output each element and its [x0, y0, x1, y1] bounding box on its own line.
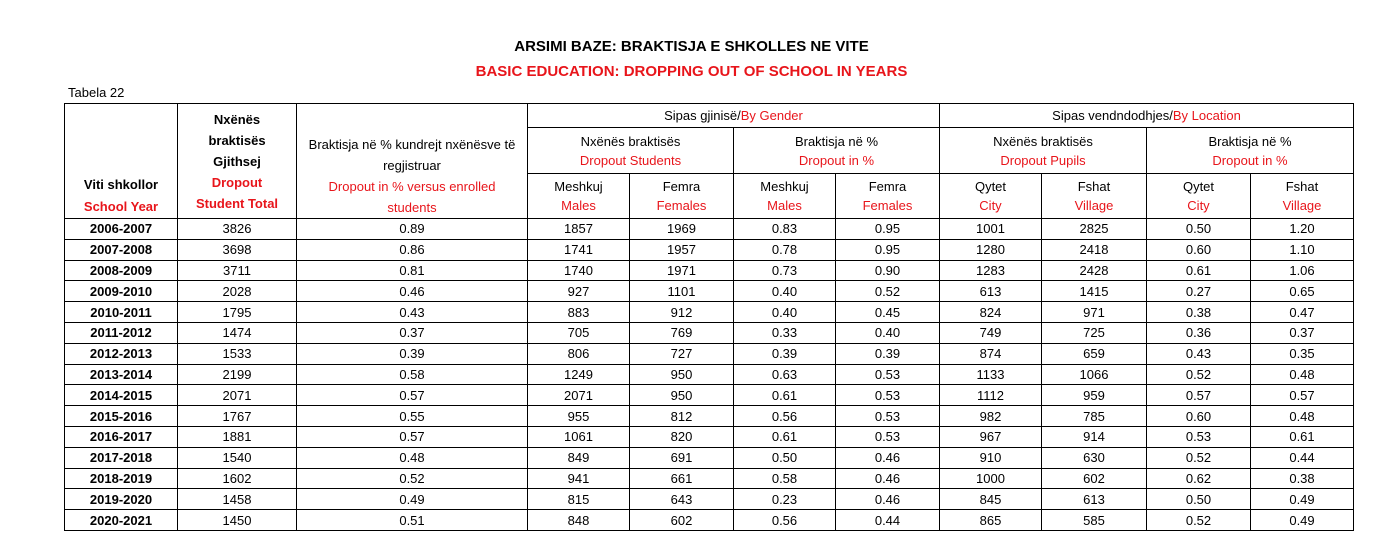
cell-village-count: 2418	[1042, 239, 1147, 260]
cell-village-count: 630	[1042, 447, 1147, 468]
cell-females-percent: 0.46	[836, 468, 940, 489]
cell-males-count: 1857	[528, 219, 630, 240]
header-males-count	[528, 174, 630, 219]
header-gender-students	[528, 128, 734, 174]
table-row	[65, 260, 1354, 281]
cell-village-percent: 1.10	[1251, 239, 1354, 260]
cell-village-count: 613	[1042, 489, 1147, 510]
table-row	[65, 219, 1354, 240]
cell-females-count: 912	[630, 302, 734, 323]
cell-dropout-percent: 0.43	[297, 302, 528, 323]
cell-females-count: 691	[630, 447, 734, 468]
cell-city-count: 1001	[940, 219, 1042, 240]
header-by-location	[940, 104, 1354, 128]
cell-village-percent: 0.49	[1251, 510, 1354, 531]
header-location-pupils	[940, 128, 1147, 174]
cell-dropout-percent: 0.86	[297, 239, 528, 260]
header-pct-en-2: students	[387, 200, 437, 215]
cell-females-count: 661	[630, 468, 734, 489]
header-year-sq: Viti shkollor	[83, 177, 159, 192]
cell-village-percent: 0.38	[1251, 468, 1354, 489]
header-female-pct-en: Females	[862, 198, 913, 214]
cell-city-percent: 0.60	[1147, 406, 1251, 427]
header-total-en-2: Student Total	[195, 195, 279, 211]
cell-city-count: 982	[940, 406, 1042, 427]
table-row	[65, 510, 1354, 531]
cell-dropout-percent: 0.52	[297, 468, 528, 489]
cell-dropout-percent: 0.57	[297, 426, 528, 447]
cell-males-percent: 0.23	[734, 489, 836, 510]
cell-dropout-total: 1540	[178, 447, 297, 468]
header-dropout-percent	[297, 104, 528, 219]
cell-city-percent: 0.50	[1147, 489, 1251, 510]
cell-school-year: 2009-2010	[65, 281, 178, 302]
cell-females-count: 1101	[630, 281, 734, 302]
header-gender-sq: Sipas gjinisë/	[664, 108, 741, 124]
cell-females-percent: 0.53	[836, 364, 940, 385]
cell-females-count: 950	[630, 385, 734, 406]
table-row	[65, 364, 1354, 385]
page-title: ARSIMI BAZE: BRAKTISJA E SHKOLLES NE VITE	[514, 38, 869, 55]
header-total-en-1: Dropout	[211, 174, 263, 190]
header-city-en: City	[979, 198, 1002, 214]
table-row	[65, 343, 1354, 364]
cell-dropout-total: 1474	[178, 322, 297, 343]
cell-females-count: 950	[630, 364, 734, 385]
header-city-sq: Qytet	[974, 179, 1007, 195]
cell-males-count: 955	[528, 406, 630, 427]
header-village-count	[1042, 174, 1147, 219]
cell-village-percent: 0.47	[1251, 302, 1354, 323]
cell-city-percent: 0.50	[1147, 219, 1251, 240]
cell-males-percent: 0.58	[734, 468, 836, 489]
cell-school-year: 2016-2017	[65, 426, 178, 447]
cell-school-year: 2012-2013	[65, 343, 178, 364]
cell-males-percent: 0.61	[734, 385, 836, 406]
table-row	[65, 489, 1354, 510]
cell-dropout-total: 3711	[178, 260, 297, 281]
cell-males-count: 1249	[528, 364, 630, 385]
cell-village-count: 725	[1042, 322, 1147, 343]
cell-village-count: 959	[1042, 385, 1147, 406]
cell-village-percent: 1.20	[1251, 219, 1354, 240]
cell-females-count: 727	[630, 343, 734, 364]
cell-city-percent: 0.62	[1147, 468, 1251, 489]
header-male-pct-sq: Meshkuj	[760, 179, 809, 195]
cell-school-year: 2010-2011	[65, 302, 178, 323]
cell-city-percent: 0.53	[1147, 426, 1251, 447]
cell-city-percent: 0.57	[1147, 385, 1251, 406]
cell-village-percent: 1.06	[1251, 260, 1354, 281]
cell-females-count: 1971	[630, 260, 734, 281]
cell-city-count: 824	[940, 302, 1042, 323]
header-gender-en: By Gender	[740, 108, 803, 124]
header-females-count	[630, 174, 734, 219]
cell-city-percent: 0.52	[1147, 364, 1251, 385]
header-gender-pct-sq: Braktisja në %	[794, 133, 879, 149]
table-row	[65, 302, 1354, 323]
cell-dropout-percent: 0.39	[297, 343, 528, 364]
cell-village-percent: 0.48	[1251, 364, 1354, 385]
cell-dropout-total: 2028	[178, 281, 297, 302]
cell-village-percent: 0.37	[1251, 322, 1354, 343]
cell-city-percent: 0.36	[1147, 322, 1251, 343]
cell-village-percent: 0.49	[1251, 489, 1354, 510]
header-gender-percent	[734, 128, 940, 174]
cell-males-count: 815	[528, 489, 630, 510]
header-pct-sq-1: Braktisja në % kundrejt nxënësve të	[308, 137, 516, 152]
table-row	[65, 447, 1354, 468]
cell-dropout-total: 1767	[178, 406, 297, 427]
cell-males-count: 1741	[528, 239, 630, 260]
cell-village-count: 1415	[1042, 281, 1147, 302]
cell-school-year: 2006-2007	[65, 219, 178, 240]
cell-city-count: 1133	[940, 364, 1042, 385]
cell-dropout-total: 1458	[178, 489, 297, 510]
cell-village-percent: 0.65	[1251, 281, 1354, 302]
table-body	[65, 219, 1354, 531]
cell-village-count: 914	[1042, 426, 1147, 447]
dropout-table	[64, 103, 1354, 531]
cell-females-percent: 0.40	[836, 322, 940, 343]
cell-dropout-total: 2199	[178, 364, 297, 385]
cell-males-percent: 0.40	[734, 302, 836, 323]
cell-village-percent: 0.48	[1251, 406, 1354, 427]
cell-females-count: 769	[630, 322, 734, 343]
header-total-sq-3: Gjithsej	[213, 153, 261, 169]
header-total-sq-2: braktisës	[208, 132, 266, 148]
header-location-pct-en: Dropout in %	[1212, 152, 1288, 168]
header-year-en: School Year	[83, 199, 159, 214]
cell-city-count: 1280	[940, 239, 1042, 260]
cell-village-count: 785	[1042, 406, 1147, 427]
cell-school-year: 2019-2020	[65, 489, 178, 510]
cell-school-year: 2017-2018	[65, 447, 178, 468]
header-location-en: By Location	[1172, 108, 1241, 124]
header-males-pct	[734, 174, 836, 219]
cell-village-count: 602	[1042, 468, 1147, 489]
cell-village-count: 2825	[1042, 219, 1147, 240]
cell-school-year: 2011-2012	[65, 322, 178, 343]
cell-city-count: 845	[940, 489, 1042, 510]
cell-city-percent: 0.43	[1147, 343, 1251, 364]
cell-females-percent: 0.53	[836, 385, 940, 406]
header-city-pct-en: City	[1187, 198, 1210, 214]
cell-school-year: 2007-2008	[65, 239, 178, 260]
cell-city-percent: 0.52	[1147, 447, 1251, 468]
cell-school-year: 2020-2021	[65, 510, 178, 531]
cell-village-count: 2428	[1042, 260, 1147, 281]
cell-city-percent: 0.52	[1147, 510, 1251, 531]
cell-dropout-percent: 0.81	[297, 260, 528, 281]
cell-city-percent: 0.38	[1147, 302, 1251, 323]
cell-village-count: 659	[1042, 343, 1147, 364]
table-row	[65, 385, 1354, 406]
header-female-sq: Femra	[662, 179, 701, 195]
cell-females-count: 643	[630, 489, 734, 510]
cell-males-count: 883	[528, 302, 630, 323]
header-female-en: Females	[656, 198, 707, 214]
cell-city-count: 1112	[940, 385, 1042, 406]
cell-village-percent: 0.57	[1251, 385, 1354, 406]
cell-city-count: 1000	[940, 468, 1042, 489]
cell-males-count: 806	[528, 343, 630, 364]
cell-females-percent: 0.95	[836, 239, 940, 260]
cell-dropout-percent: 0.51	[297, 510, 528, 531]
header-gender-pct-en: Dropout in %	[798, 152, 875, 168]
table-row	[65, 426, 1354, 447]
cell-females-percent: 0.44	[836, 510, 940, 531]
cell-city-percent: 0.27	[1147, 281, 1251, 302]
table-row	[65, 322, 1354, 343]
header-pupils-sq: Nxënës braktisës	[993, 133, 1093, 149]
cell-dropout-percent: 0.37	[297, 322, 528, 343]
cell-females-percent: 0.95	[836, 219, 940, 240]
cell-females-percent: 0.90	[836, 260, 940, 281]
cell-males-percent: 0.56	[734, 406, 836, 427]
cell-dropout-percent: 0.57	[297, 385, 528, 406]
header-pct-sq-2: regjistruar	[383, 158, 441, 173]
header-village-en: Village	[1074, 198, 1114, 214]
header-location-percent	[1147, 128, 1354, 174]
cell-dropout-percent: 0.89	[297, 219, 528, 240]
header-females-pct	[836, 174, 940, 219]
header-city-pct-sq: Qytet	[1182, 179, 1215, 195]
cell-females-count: 820	[630, 426, 734, 447]
cell-females-count: 812	[630, 406, 734, 427]
cell-school-year: 2015-2016	[65, 406, 178, 427]
cell-city-count: 910	[940, 447, 1042, 468]
cell-dropout-total: 1795	[178, 302, 297, 323]
cell-males-count: 927	[528, 281, 630, 302]
cell-dropout-total: 1881	[178, 426, 297, 447]
cell-males-percent: 0.73	[734, 260, 836, 281]
header-village-sq: Fshat	[1077, 179, 1111, 195]
header-city-count	[940, 174, 1042, 219]
header-village-pct	[1251, 174, 1354, 219]
cell-school-year: 2013-2014	[65, 364, 178, 385]
header-students-en: Dropout Students	[579, 152, 682, 168]
cell-school-year: 2018-2019	[65, 468, 178, 489]
header-dropout-total	[178, 104, 297, 219]
cell-dropout-percent: 0.49	[297, 489, 528, 510]
cell-school-year: 2014-2015	[65, 385, 178, 406]
cell-males-percent: 0.83	[734, 219, 836, 240]
cell-females-percent: 0.53	[836, 406, 940, 427]
cell-males-count: 941	[528, 468, 630, 489]
cell-females-percent: 0.52	[836, 281, 940, 302]
cell-city-count: 749	[940, 322, 1042, 343]
cell-males-count: 849	[528, 447, 630, 468]
header-total-sq-1: Nxënës	[213, 111, 261, 127]
cell-males-percent: 0.63	[734, 364, 836, 385]
header-pct-en-1: Dropout in % versus enrolled	[328, 179, 496, 194]
cell-females-percent: 0.46	[836, 447, 940, 468]
header-city-pct	[1147, 174, 1251, 219]
table-row	[65, 406, 1354, 427]
cell-city-percent: 0.61	[1147, 260, 1251, 281]
cell-males-count: 2071	[528, 385, 630, 406]
cell-city-count: 967	[940, 426, 1042, 447]
table-row	[65, 468, 1354, 489]
cell-males-count: 848	[528, 510, 630, 531]
page-subtitle: BASIC EDUCATION: DROPPING OUT OF SCHOOL IN YEARS	[475, 63, 908, 80]
table-row	[65, 239, 1354, 260]
header-female-pct-sq: Femra	[868, 179, 907, 195]
header-male-pct-en: Males	[767, 198, 802, 214]
cell-city-count: 613	[940, 281, 1042, 302]
cell-city-percent: 0.60	[1147, 239, 1251, 260]
header-students-sq: Nxënës braktisës	[580, 133, 681, 149]
cell-females-percent: 0.53	[836, 426, 940, 447]
cell-males-percent: 0.61	[734, 426, 836, 447]
cell-village-percent: 0.61	[1251, 426, 1354, 447]
cell-city-count: 1283	[940, 260, 1042, 281]
header-location-pct-sq: Braktisja në %	[1208, 133, 1292, 149]
cell-males-percent: 0.39	[734, 343, 836, 364]
cell-dropout-percent: 0.46	[297, 281, 528, 302]
header-village-pct-sq: Fshat	[1285, 179, 1319, 195]
cell-males-count: 1740	[528, 260, 630, 281]
header-male-sq: Meshkuj	[554, 179, 603, 195]
cell-dropout-total: 2071	[178, 385, 297, 406]
cell-males-percent: 0.33	[734, 322, 836, 343]
cell-males-count: 1061	[528, 426, 630, 447]
cell-males-percent: 0.78	[734, 239, 836, 260]
cell-females-count: 602	[630, 510, 734, 531]
cell-city-count: 865	[940, 510, 1042, 531]
cell-village-count: 1066	[1042, 364, 1147, 385]
cell-females-count: 1969	[630, 219, 734, 240]
header-by-gender	[528, 104, 940, 128]
header-male-en: Males	[561, 198, 596, 214]
cell-dropout-total: 1602	[178, 468, 297, 489]
cell-males-percent: 0.40	[734, 281, 836, 302]
cell-males-percent: 0.50	[734, 447, 836, 468]
cell-females-percent: 0.45	[836, 302, 940, 323]
header-school-year	[65, 104, 178, 219]
cell-dropout-total: 3826	[178, 219, 297, 240]
cell-males-count: 705	[528, 322, 630, 343]
header-location-sq: Sipas vendndodhjes/	[1052, 108, 1173, 124]
cell-males-percent: 0.56	[734, 510, 836, 531]
cell-village-count: 585	[1042, 510, 1147, 531]
cell-females-percent: 0.39	[836, 343, 940, 364]
cell-dropout-percent: 0.48	[297, 447, 528, 468]
cell-village-percent: 0.35	[1251, 343, 1354, 364]
cell-village-count: 971	[1042, 302, 1147, 323]
cell-dropout-total: 3698	[178, 239, 297, 260]
header-pupils-en: Dropout Pupils	[1000, 152, 1086, 168]
table-label: Tabela 22	[68, 85, 125, 100]
table-row	[65, 281, 1354, 302]
cell-dropout-total: 1450	[178, 510, 297, 531]
cell-dropout-percent: 0.58	[297, 364, 528, 385]
cell-school-year: 2008-2009	[65, 260, 178, 281]
cell-females-count: 1957	[630, 239, 734, 260]
cell-village-percent: 0.44	[1251, 447, 1354, 468]
cell-dropout-percent: 0.55	[297, 406, 528, 427]
cell-city-count: 874	[940, 343, 1042, 364]
cell-females-percent: 0.46	[836, 489, 940, 510]
header-village-pct-en: Village	[1282, 198, 1322, 214]
cell-dropout-total: 1533	[178, 343, 297, 364]
